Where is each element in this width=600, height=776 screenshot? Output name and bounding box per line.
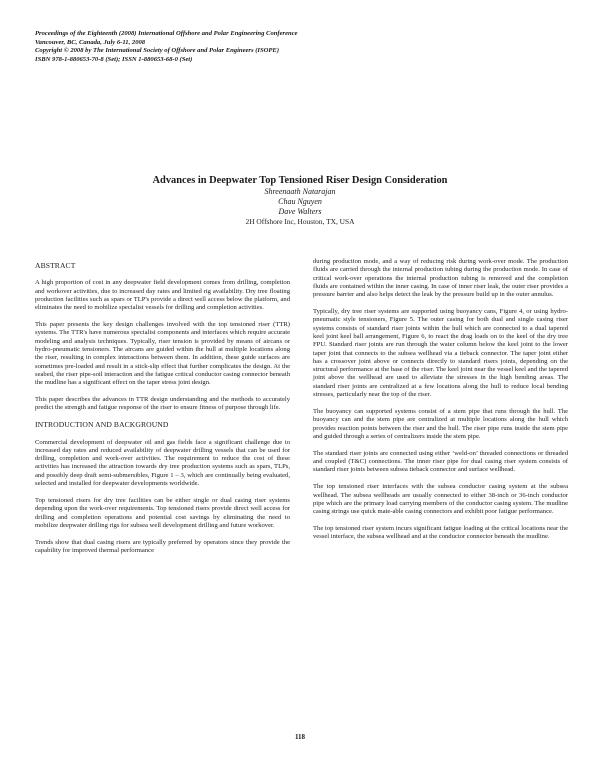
body-paragraph: The buoyancy can supported systems consist of a stem pipe that runs through the hull. The buoyancy can and the stem pipe are centralized at multiple locations along the hull which provides reaction points between the riser and the hull. The riser pipe runs inside the stem pipe and guided through a series of centralizers inside the stem pipe.: [313, 407, 568, 440]
header-line: Proceedings of the Eighteenth (2008) International Offshore and Polar Engineering Conference: [35, 30, 298, 37]
body-paragraph: The standard riser joints are connected using either ‘weld-on’ threaded connections or threaded and coupled (T&C) connections. The inner riser pipe for dual casing riser system consists of standard riser joints between subsea tieback connector and surface wellhead.: [313, 449, 568, 474]
page-number: 118: [294, 733, 306, 741]
intro-paragraph: Top tensioned risers for dry tree facilities can be either single or dual casing riser systems depending upon the work-over requirements. Top tensioned risers provide direct well access for drilling and completion operations and potential cost savings by eliminating the need to mobilize deepwater drilling rigs for subsea well development drilling and future workover.: [35, 496, 290, 529]
introduction-heading: INTRODUCTION AND BACKGROUND: [35, 420, 169, 430]
abstract-paragraph: This paper describes the advances in TTR design understanding and the methods to accurately predict the strength and fatigue response of the riser to ensure fitness of purpose through life.: [35, 396, 290, 412]
affiliation: 2H Offshore Inc, Houston, TX, USA: [245, 217, 355, 226]
body-paragraph: The top tensioned riser system incurs significant fatigue loading at the critical locations near the vessel interface, the subsea wellhead and at the conductor connector beneath the mudline.: [313, 524, 568, 541]
intro-paragraph: Commercial development of deepwater oil and gas fields face a significant challenge due to increased day rates and reduced availability of deepwater drilling vessels that can be used for drilling, completion and work-over activities. The requirement to reduce the cost of these activities has increased the attraction towards dry tree production systems such as spars, TLPs, and possibly deep draft semi-submersibles, Figure 1 – 3, which are continually being evaluated, selected and installed for deepwater developments worldwide.: [35, 438, 290, 488]
author-name: Dave Walters: [278, 207, 322, 216]
left-column: [35, 262, 290, 564]
abstract-heading: ABSTRACT: [35, 261, 76, 270]
header-line: ISBN 978-1-880653-70-8 (Set); ISSN 1-880653-68-0 (Set): [35, 55, 193, 63]
conference-header: [35, 30, 575, 64]
author-name: Shreenaath Natarajan: [264, 187, 336, 196]
body-paragraph: Typically, dry tree riser systems are supported using buoyancy cans, Figure 4, or using hydro-pneumatic style tensioners, Figure 5. The outer casing for both dual and single casing riser systems consists of standard riser joints within the hull which are connected to a dual tapered keel joint keel ball arrangement, Figure 6, to react the drag loads on to the keel of the dry tree FPU. Standard riser joints are run through the water column below the keel joint to the lower taper joint that connects to the subsea wellhead via a tieback connector. The taper joint either has a crossover joint above or connects directly to standard risers joints, depending on the structural performance at the base of the riser. The keel joint near the vessel keel and the tapered joint above the wellhead are used to alleviate the stresses in the high bending areas. The standard riser joints are centralized at a few locations along the hull to reduce local bending stresses, particularly near the top of the riser.: [313, 308, 568, 399]
body-paragraph: The top tensioned riser interfaces with the subsea conductor casing system at the subsea wellhead. The subsea wellheads are usually connected to either 38-inch or 36-inch conductor pipe which are the primary load carrying members of the conductor casing system. The mudline casing strings use quick mate-able casing connectors and exhibit poor fatigue performance.: [313, 483, 568, 516]
body-paragraph: during production mode, and a way of reducing risk during work-over mode. The production fluids are carried through the internal production tubing during the production mode. In case of critical work-over operations the internal production tubing is removed and the completion fluids are contained within the inner casing. In case of inner riser leak, the outer riser provides a pressure barrier and also helps detect the leak by the pressure build up in the outer annulus.: [313, 258, 568, 299]
title-block: [0, 174, 600, 227]
abstract-paragraph: A high proportion of cost in any deepwater field development comes from drilling, completion and workover activities, due to increased day rates and limited rig availability. Dry tree floating production facilities such as spars or TLP's provide a direct well access below the platform, and eliminates the need to mobilize specialist vessels for drilling and completion activities.: [35, 279, 290, 312]
header-line: Copyright © 2008 by The International Society of Offshore and Polar Engineers (ISOPE): [35, 47, 280, 54]
paper-title: Advances in Deepwater Top Tensioned Riser Design Consideration: [152, 175, 448, 186]
intro-paragraph: Trends show that dual casing risers are typically preferred by operators since they provide the capability for improved thermal performance: [35, 538, 290, 554]
header-line: Vancouver, BC, Canada, July 6-11, 2008: [35, 38, 146, 46]
abstract-paragraph: This paper presents the key design challenges involved with the top tensioned riser (TTR) systems. The TTR's have numerous specialist components and interfaces which require accurate modeling and analysis techniques. Typically, riser tension is provided by means of aircans or hydro-pneumatic tensioners. The aircans are guided within the hull at multiple locations along the riser, resulting in complex interactions between them. In addition, these guide surfaces are sometimes pre-loaded and result in a stick-slip effect that further complicates the design. At the seabed, the riser pipe-soil interaction and the fatigue critical conductor casing connector beneath the mudline has a significant effect on the taper stress joint design.: [35, 321, 290, 387]
right-column: [313, 258, 568, 550]
author-name: Chau Nguyen: [278, 197, 322, 206]
